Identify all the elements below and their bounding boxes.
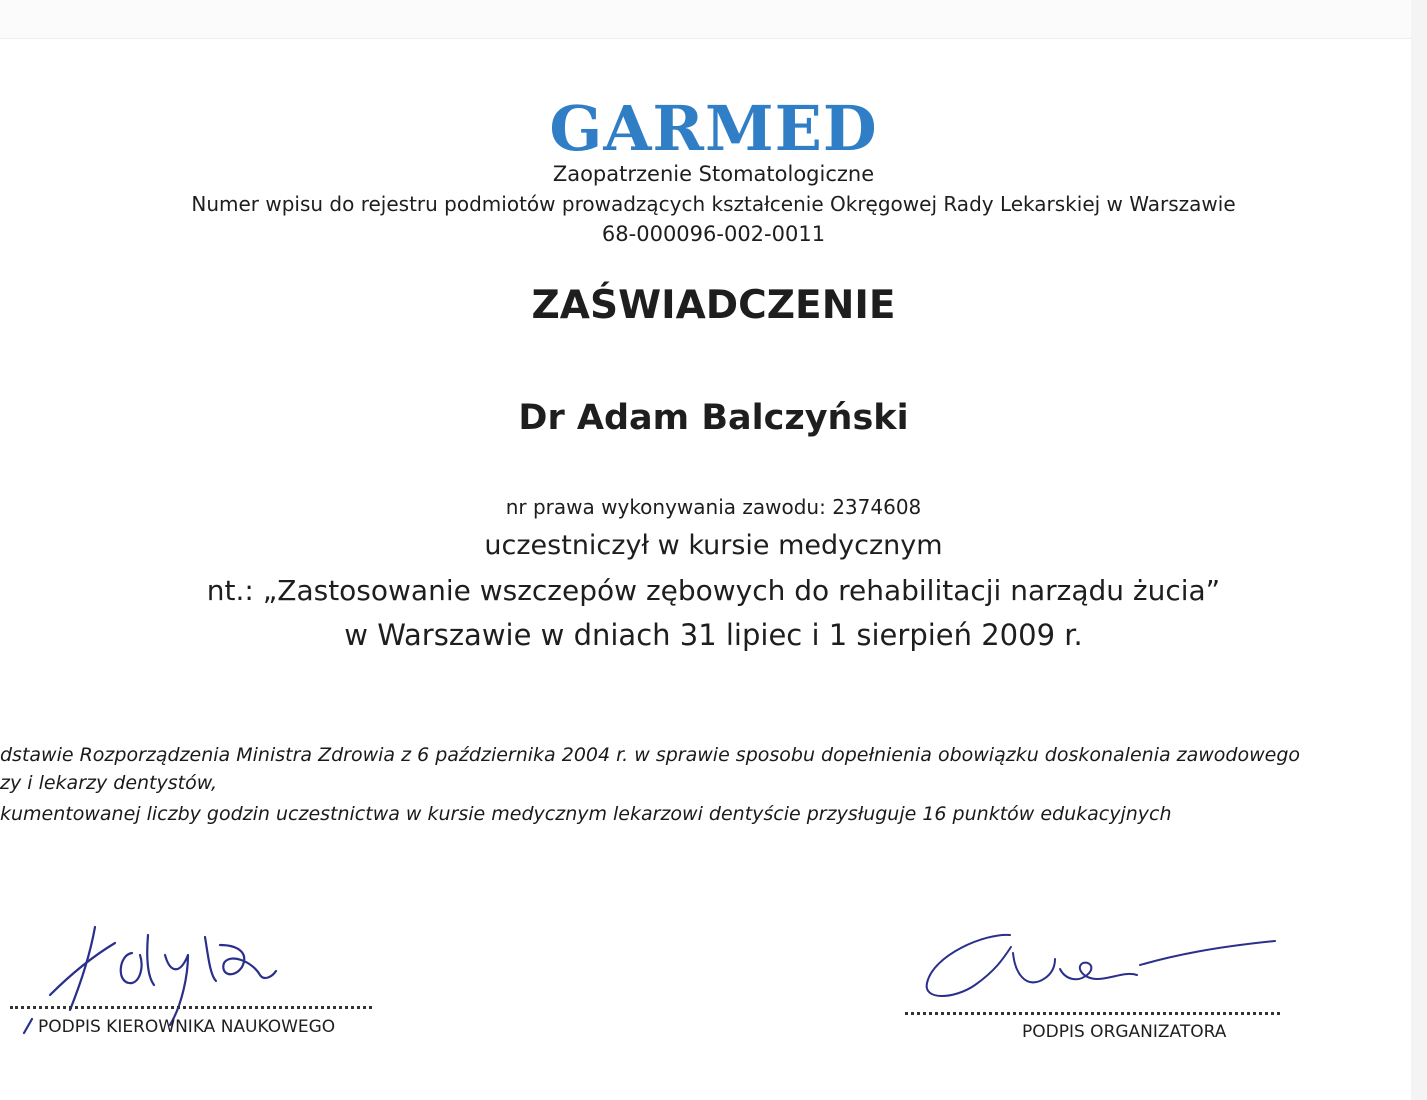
company-subtitle: Zaopatrzenie Stomatologiczne [552,162,875,186]
legal-basis-line-2: zy i lekarzy dentystów, [0,772,218,794]
certificate-title: ZAŚWIADCZENIE [531,283,896,328]
registry-number: 68-000096-002-0011 [601,222,826,246]
course-dates-line: w Warszawie w dniach 31 lipiec i 1 sierpień 2009 r. [344,618,1083,652]
left-signature-label: PODPIS KIEROWNIKA NAUKOWEGO [38,1017,336,1037]
registry-line: Numer wpisu do rejestru podmiotów prowadzących kształcenie Okręgowej Rady Lekarskiej w Warszawie [191,192,1236,216]
course-title-line: nt.: „Zastosowanie wszczepów zębowych do rehabilitacji narządu żucia” [206,574,1221,607]
organizer-signature [915,925,1285,1015]
recipient-name: Dr Adam Balczyński [518,398,909,438]
right-signature-label: PODPIS ORGANIZATORA [1022,1022,1227,1042]
right-signature-line [905,1012,1280,1015]
license-number-line: nr prawa wykonywania zawodu: 2374608 [505,495,922,519]
left-signature-line [10,1006,372,1009]
participation-line: uczestniczył w kursie medycznym [484,530,943,561]
legal-basis-line-1: dstawie Rozporządzenia Ministra Zdrowia z 6 października 2004 r. w sprawie sposobu dopełnienia obowiązku doskonalenia zawodowego [0,744,1301,766]
legal-basis-line-3: kumentowanej liczby godzin uczestnictwa w kursie medycznym lekarzowi dentyście przysługuje 16 punktów edukacyjnych [0,803,1172,825]
scan-top-band [0,0,1427,39]
garmed-logo: GARMED [549,92,878,165]
